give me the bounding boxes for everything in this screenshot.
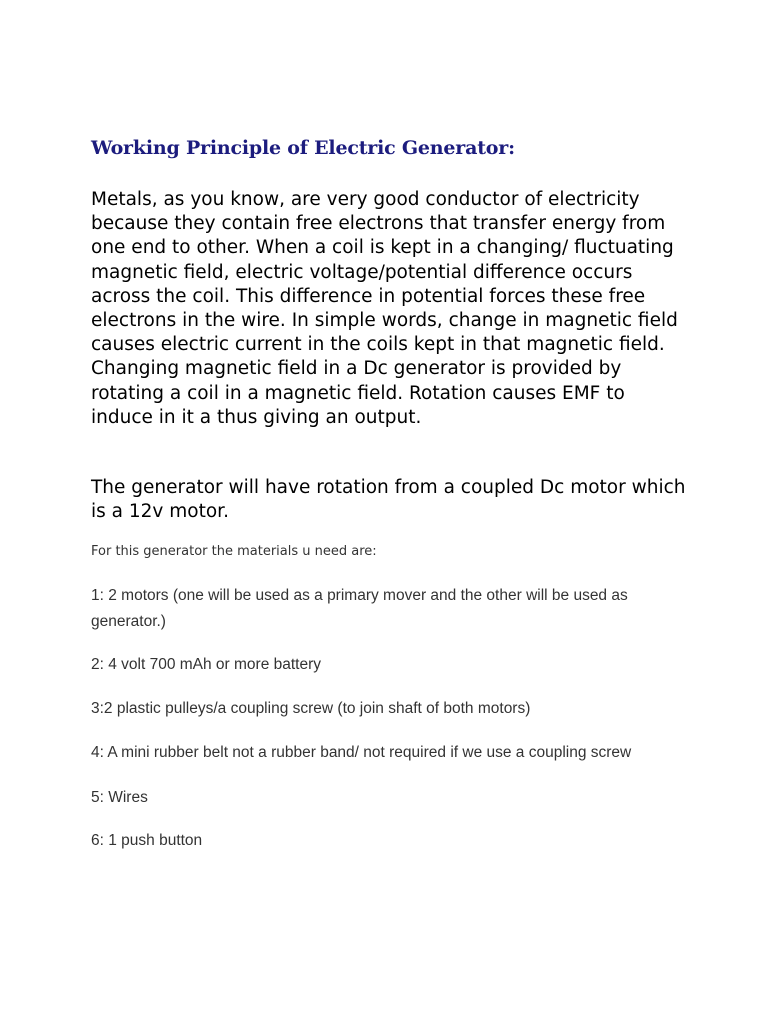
list-item: 5: Wires <box>91 789 148 806</box>
list-item: 4: A mini rubber belt not a rubber band/ not required if we use a coupling screw <box>91 744 632 761</box>
list-item: 1: 2 motors (one will be used as a primary mover and the other will be used as generator.) <box>91 587 628 630</box>
list-item: 6: 1 push button <box>91 832 203 849</box>
list-item: 2: 4 volt 700 mAh or more battery <box>91 656 322 673</box>
materials-intro: For this generator the materials u need are: <box>91 544 377 559</box>
list-item: 3:2 plastic pulleys/a coupling screw (to join shaft of both motors) <box>91 700 531 717</box>
page-title: Working Principle of Electric Generator: <box>91 137 515 159</box>
paragraph-rotation: The generator will have rotation from a coupled Dc motor which is a 12v motor. <box>91 477 686 523</box>
paragraph-principle: Metals, as you know, are very good conductor of electricity because they contain free electrons that transfer energy from one end to other. When a coil is kept in a changing/ fluctuating magnetic field, electric voltage/potential difference occurs across the coil. This difference in potential forces these free electrons in the wire. In simple words, change in magnetic field causes electric current in the coils kept in that magnetic field. Changing magnetic field in a Dc generator is provided by rotating a coil in a magnetic field. Rotation causes EMF to induce in it a thus giving an output. <box>91 189 678 428</box>
